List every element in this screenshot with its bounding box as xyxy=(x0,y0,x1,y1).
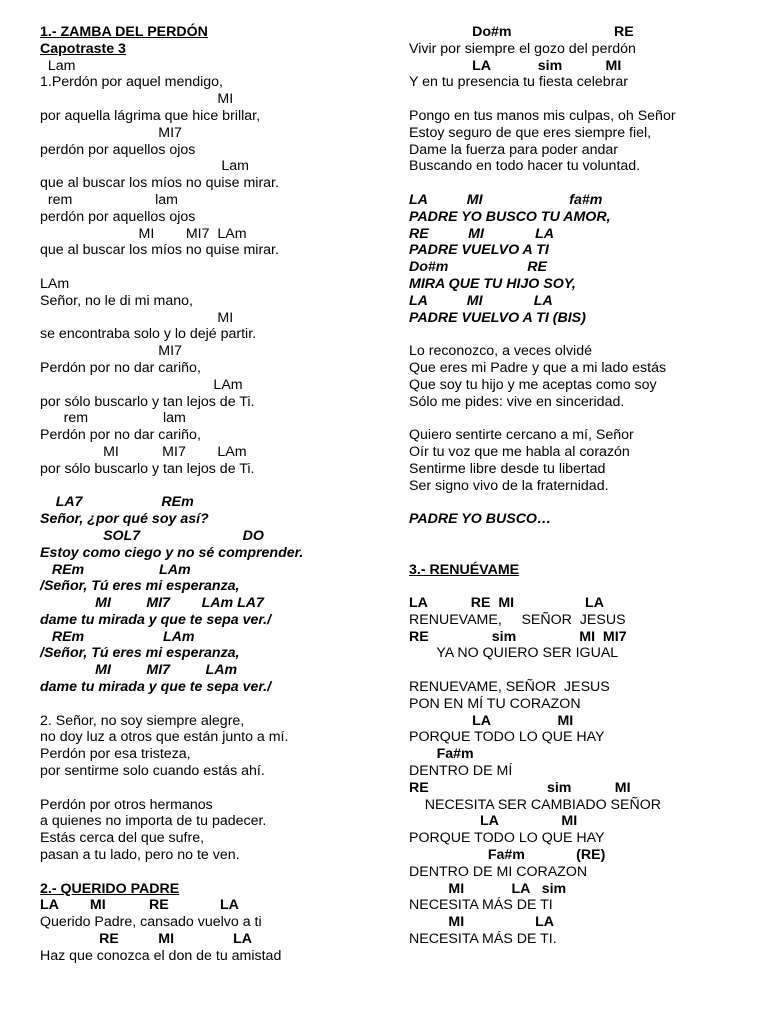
right-line: Buscando en todo hacer tu voluntad. xyxy=(409,158,641,175)
left-line: que al buscar los míos no quise mirar. xyxy=(40,242,279,259)
right-line xyxy=(409,326,749,343)
right-line: RENUEVAME, SEÑOR JESUS xyxy=(409,611,626,628)
right-line: MIRA QUE TU HIJO SOY, xyxy=(409,275,576,292)
right-line: Que eres mi Padre y que a mi lado estás xyxy=(409,359,667,376)
left-line: se encontraba solo y lo dejé partir. xyxy=(40,326,257,343)
right-line: Estoy seguro de que eres siempre fiel, xyxy=(409,124,652,141)
left-line: SOL7 DO xyxy=(40,527,264,544)
right-line xyxy=(409,662,749,679)
right-line: Que soy tu hijo y me aceptas como soy xyxy=(409,376,657,393)
left-line: perdón por aquellos ojos xyxy=(40,141,196,158)
right-line: Y en tu presencia tu fiesta celebrar xyxy=(409,74,628,91)
left-line: LAm xyxy=(40,275,70,292)
right-line: Quiero sentirte cercano a mí, Señor xyxy=(409,427,634,444)
left-line: rem lam xyxy=(40,191,178,208)
right-line: RE sim MI MI7 xyxy=(409,628,627,645)
right-line: Lo reconozco, a veces olvidé xyxy=(409,343,592,360)
right-line: LA MI xyxy=(409,712,574,729)
left-line: por sólo buscarlo y tan lejos de Ti. xyxy=(40,393,255,410)
right-line xyxy=(409,410,749,427)
right-line: RENUEVAME, SEÑOR JESUS xyxy=(409,679,610,696)
left-line: perdón por aquellos ojos xyxy=(40,208,196,225)
left-line: Señor, ¿por qué soy así? xyxy=(40,511,209,528)
left-line: 2. Señor, no soy siempre alegre, xyxy=(40,712,245,729)
right-line: Pongo en tus manos mis culpas, oh Señor xyxy=(409,107,676,124)
right-line: Oír tu voz que me habla al corazón xyxy=(409,443,630,460)
left-line: por sólo buscarlo y tan lejos de Ti. xyxy=(40,460,255,477)
left-line: Perdón por esa tristeza, xyxy=(40,746,191,763)
right-line: RE sim MI xyxy=(409,779,631,796)
right-line: Do#m RE xyxy=(409,259,547,276)
left-line: Señor, no le di mi mano, xyxy=(40,292,193,309)
left-line: Perdón por no dar cariño, xyxy=(40,359,201,376)
left-line: pasan a tu lado, pero no te ven. xyxy=(40,847,240,864)
left-line: MI MI7 LAm xyxy=(40,662,238,679)
left-line: LA7 REm xyxy=(40,494,194,511)
left-line: 1.Perdón por aquel mendigo, xyxy=(40,74,223,91)
left-line: a quienes no importa de tu padecer. xyxy=(40,813,267,830)
left-line: rem lam xyxy=(40,410,186,427)
right-line: LA MI fa#m xyxy=(409,191,603,208)
left-line: por sentirme solo cuando estás ahí. xyxy=(40,763,265,780)
left-line: MI MI7 LAm LA7 xyxy=(40,595,264,612)
left-line: 1.- ZAMBA DEL PERDÓN xyxy=(40,24,208,40)
right-line: LA MI LA xyxy=(409,292,553,309)
left-line: LA MI RE LA xyxy=(40,897,239,914)
right-line: PADRE VUELVO A TI (BIS) xyxy=(409,309,586,326)
left-column xyxy=(40,24,380,965)
left-line: Haz que conozca el don de tu amistad xyxy=(40,947,282,964)
left-line: por aquella lágrima que hice brillar, xyxy=(40,107,261,124)
left-line: MI7 xyxy=(40,124,182,141)
right-line: PADRE YO BUSCO TU AMOR, xyxy=(409,208,611,225)
right-line: Fa#m xyxy=(409,746,474,763)
right-line xyxy=(409,175,749,192)
left-line: Lam xyxy=(40,57,76,74)
right-line: NECESITA SER CAMBIADO SEÑOR xyxy=(409,796,662,813)
right-line: YA NO QUIERO SER IGUAL xyxy=(409,645,619,662)
right-line: PADRE YO BUSCO… xyxy=(409,511,552,528)
left-line: MI MI7 LAm xyxy=(40,443,247,460)
right-line: Do#m RE xyxy=(409,24,634,40)
right-line xyxy=(409,91,749,108)
left-line xyxy=(40,864,380,881)
right-line: Sólo me pides: vive en sinceridad. xyxy=(409,393,625,410)
right-line: PORQUE TODO LO QUE HAY xyxy=(409,830,605,847)
left-line: Estoy como ciego y no sé comprender. xyxy=(40,544,304,561)
left-line: 2.- QUERIDO PADRE xyxy=(40,880,180,897)
left-line: no doy luz a otros que están junto a mí. xyxy=(40,729,289,746)
right-line: Fa#m (RE) xyxy=(409,847,606,864)
right-line: LA MI xyxy=(409,813,578,830)
right-line: RE MI LA xyxy=(409,225,555,242)
right-line: PORQUE TODO LO QUE HAY xyxy=(409,729,605,746)
right-line: Vivir por siempre el gozo del perdón xyxy=(409,40,636,57)
right-line: DENTRO DE MÍ xyxy=(409,763,513,780)
right-line: PADRE VUELVO A TI xyxy=(409,242,549,259)
right-line xyxy=(409,545,749,562)
right-column xyxy=(409,24,749,948)
left-line: /Señor, Tú eres mi esperanza, xyxy=(40,645,240,662)
right-line: LA RE MI LA xyxy=(409,595,604,612)
left-line: /Señor, Tú eres mi esperanza, xyxy=(40,578,240,595)
left-line xyxy=(40,259,380,276)
left-line: MI xyxy=(40,91,234,108)
right-line xyxy=(409,494,749,511)
left-line xyxy=(40,780,380,797)
right-line: Ser signo vivo de la fraternidad. xyxy=(409,477,609,494)
left-line: que al buscar los míos no quise mirar. xyxy=(40,175,279,192)
right-line: 3.- RENUÉVAME xyxy=(409,561,520,578)
left-line xyxy=(40,696,380,713)
left-line: Querido Padre, cansado vuelvo a ti xyxy=(40,914,262,931)
left-line: MI MI7 LAm xyxy=(40,225,247,242)
left-line: Lam xyxy=(40,158,249,175)
left-line: RE MI LA xyxy=(40,931,253,948)
right-line: Sentirme libre desde tu libertad xyxy=(409,460,606,477)
left-line: MI7 xyxy=(40,343,182,360)
right-line: LA sim MI xyxy=(409,57,622,74)
right-line xyxy=(409,528,749,545)
left-line: Perdón por no dar cariño, xyxy=(40,427,201,444)
right-line xyxy=(409,578,749,595)
left-line: Capotraste 3 xyxy=(40,40,126,57)
left-line: MI xyxy=(40,309,234,326)
left-line: dame tu mirada y que te sepa ver./ xyxy=(40,679,272,696)
right-line: NECESITA MÁS DE TI xyxy=(409,897,553,914)
left-line: dame tu mirada y que te sepa ver./ xyxy=(40,611,272,628)
right-line: MI LA xyxy=(409,914,555,931)
right-line: NECESITA MÁS DE TI. xyxy=(409,931,557,948)
right-line: MI LA sim xyxy=(409,880,567,897)
left-line xyxy=(40,478,380,495)
right-line: DENTRO DE MI CORAZON xyxy=(409,863,588,880)
right-line: PON EN MÍ TU CORAZON xyxy=(409,695,581,712)
left-line: REm LAm xyxy=(40,628,195,645)
left-line: REm LAm xyxy=(40,561,191,578)
right-line: Dame la fuerza para poder andar xyxy=(409,141,618,158)
left-line: Perdón por otros hermanos xyxy=(40,796,213,813)
left-line: LAm xyxy=(40,376,243,393)
left-line: Estás cerca del que sufre, xyxy=(40,830,205,847)
